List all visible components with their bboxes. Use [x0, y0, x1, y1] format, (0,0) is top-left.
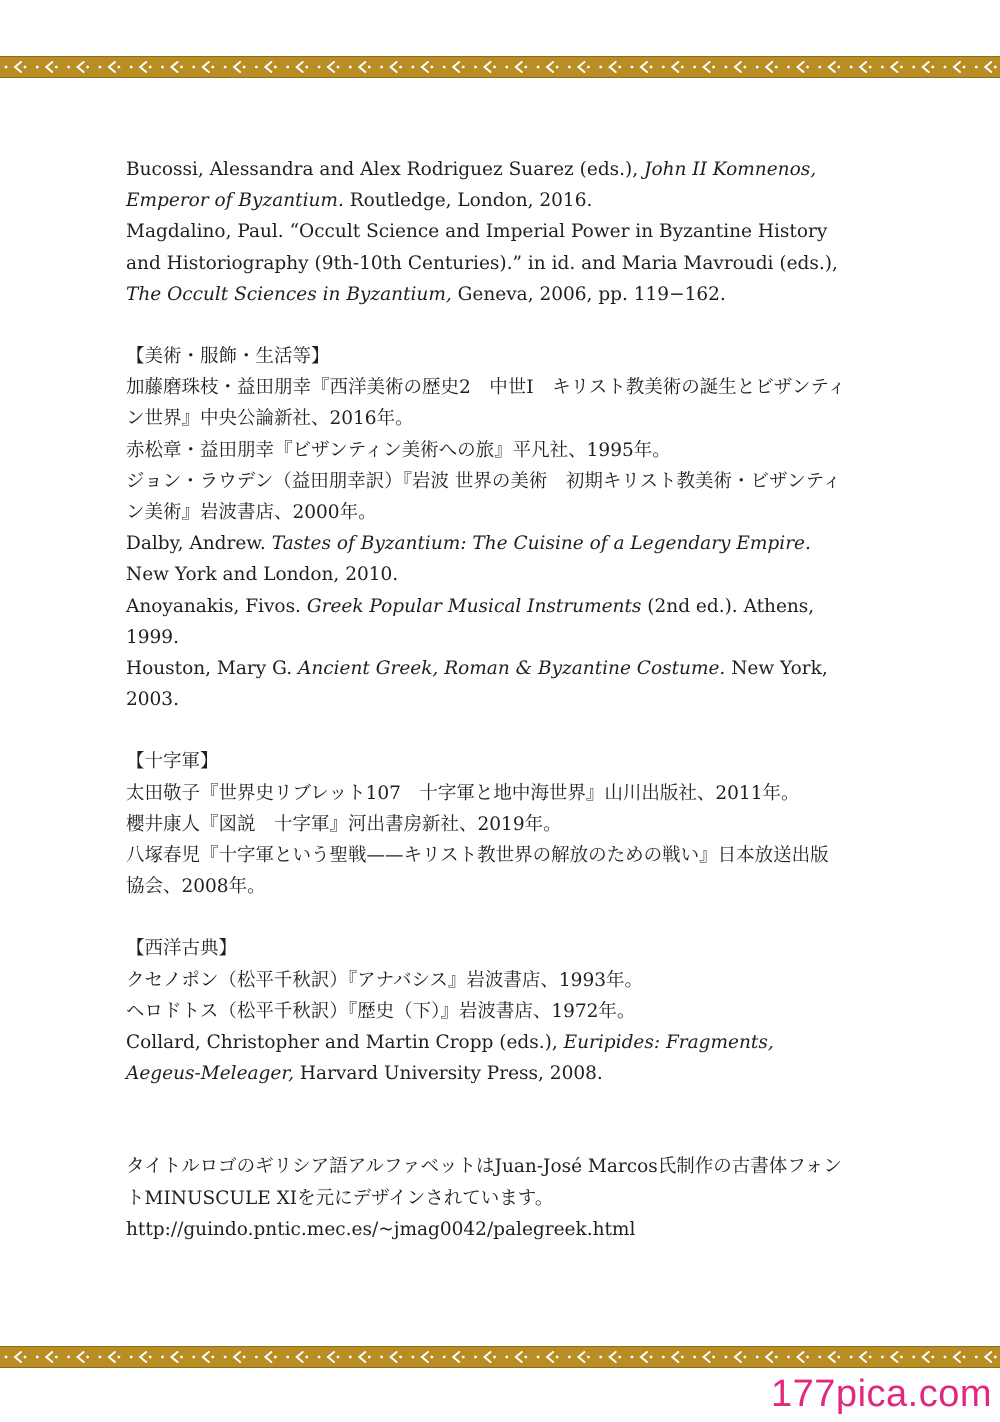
ornament-chevron: [265, 62, 271, 72]
ornament-dot: [255, 66, 258, 69]
ornament-chevron: [516, 1352, 522, 1362]
ornament-dot: [881, 1356, 884, 1359]
ornament-dot: [55, 1356, 58, 1359]
bibliography-entry: Collard, Christopher and Martin Cropp (eds.), Euripides: Fragments, Aegeus-Meleager, Harvard University Press, 2008.: [126, 1032, 774, 1085]
ornament-chevron: [328, 1352, 334, 1362]
ornament-chevron: [109, 1352, 115, 1362]
ornament-chevron: [422, 62, 428, 72]
ornament-chevron: [704, 62, 710, 72]
ornament-chevron: [829, 62, 835, 72]
ornament-dot: [86, 66, 89, 69]
ornament-dot: [399, 1356, 402, 1359]
ornament-dot: [180, 66, 183, 69]
ornament-dot: [787, 66, 790, 69]
border-ornament-pattern: [0, 57, 1000, 77]
ornament-dot: [161, 66, 164, 69]
ornament-chevron: [297, 1352, 303, 1362]
ornament-dot: [900, 66, 903, 69]
ornament-dot: [556, 1356, 559, 1359]
section-crusades: [126, 746, 846, 902]
ornament-chevron: [234, 1352, 240, 1362]
ornament-chevron: [829, 1352, 835, 1362]
bibliography: [126, 154, 846, 1245]
ornament-dot: [537, 1356, 540, 1359]
ornament-chevron: [672, 62, 678, 72]
bottom-ornamental-border: [0, 1346, 1000, 1368]
section-general: [126, 154, 846, 310]
ornament-dot: [431, 1356, 434, 1359]
ornament-dot: [881, 66, 884, 69]
ornament-dot: [712, 66, 715, 69]
ornament-chevron: [891, 1352, 897, 1362]
ornament-dot: [537, 66, 540, 69]
ornament-dot: [5, 1356, 8, 1359]
ornament-dot: [975, 66, 978, 69]
ornament-dot: [931, 66, 934, 69]
section-western-classics: [126, 933, 846, 1089]
ornament-chevron: [516, 62, 522, 72]
ornament-dot: [975, 1356, 978, 1359]
ornament-chevron: [172, 1352, 178, 1362]
section-heading: 【十字軍】: [126, 751, 219, 773]
ornament-chevron: [954, 62, 960, 72]
ornament-dot: [243, 66, 246, 69]
bibliography-entry: クセノポン（松平千秋訳）『アナバシス』岩波書店、1993年。: [126, 969, 643, 991]
ornament-dot: [305, 1356, 308, 1359]
ornament-chevron: [860, 1352, 866, 1362]
ornament-chevron: [109, 62, 115, 72]
ornament-chevron: [422, 1352, 428, 1362]
ornament-chevron: [297, 62, 303, 72]
ornament-chevron: [453, 1352, 459, 1362]
ornament-chevron: [610, 1352, 616, 1362]
ornament-dot: [224, 66, 227, 69]
ornament-chevron: [891, 62, 897, 72]
ornament-chevron: [359, 1352, 365, 1362]
ornament-dot: [587, 1356, 590, 1359]
ornament-chevron: [172, 62, 178, 72]
ornament-dot: [211, 66, 214, 69]
ornament-dot: [693, 66, 696, 69]
ornament-dot: [118, 66, 121, 69]
ornament-chevron: [923, 62, 929, 72]
ornament-dot: [869, 1356, 872, 1359]
ornament-chevron: [578, 62, 584, 72]
ornament-chevron: [547, 62, 553, 72]
ornament-dot: [318, 66, 321, 69]
bibliography-entry: Dalby, Andrew. Tastes of Byzantium: The Cuisine of a Legendary Empire. New York and London, 2010.: [126, 533, 811, 586]
ornament-chevron: [954, 1352, 960, 1362]
ornament-dot: [681, 1356, 684, 1359]
ornament-dot: [744, 1356, 747, 1359]
ornament-dot: [775, 66, 778, 69]
ornament-dot: [36, 1356, 39, 1359]
ornament-dot: [944, 66, 947, 69]
ornament-dot: [806, 66, 809, 69]
ornament-chevron: [140, 1352, 146, 1362]
ornament-chevron: [78, 62, 84, 72]
ornament-dot: [180, 1356, 183, 1359]
ornament-dot: [837, 1356, 840, 1359]
ornament-dot: [944, 1356, 947, 1359]
ornament-dot: [662, 1356, 665, 1359]
ornament-dot: [568, 1356, 571, 1359]
ornament-dot: [349, 66, 352, 69]
ornament-chevron: [798, 62, 804, 72]
ornament-dot: [994, 1356, 997, 1359]
ornament-dot: [286, 1356, 289, 1359]
ornament-dot: [912, 1356, 915, 1359]
ornament-dot: [349, 1356, 352, 1359]
ornament-chevron: [15, 62, 21, 72]
ornament-chevron: [766, 62, 772, 72]
ornament-chevron: [485, 1352, 491, 1362]
ornament-chevron: [46, 62, 52, 72]
ornament-dot: [443, 1356, 446, 1359]
ornament-chevron: [641, 1352, 647, 1362]
ornament-dot: [149, 1356, 152, 1359]
ornament-dot: [130, 1356, 133, 1359]
bibliography-entry: Bucossi, Alessandra and Alex Rodriguez Suarez (eds.), John II Komnenos, Emperor of Byzantium. Routledge, London, 2016.: [126, 159, 817, 212]
ornament-dot: [631, 66, 634, 69]
ornament-dot: [963, 1356, 966, 1359]
section-art-costume: [126, 341, 846, 715]
bibliography-entry: 櫻井康人『図説 十字軍』河出書房新社、2019年。: [126, 813, 562, 835]
ornament-dot: [86, 1356, 89, 1359]
ornament-dot: [243, 1356, 246, 1359]
ornament-dot: [380, 66, 383, 69]
ornament-dot: [368, 1356, 371, 1359]
ornament-dot: [474, 66, 477, 69]
ornament-dot: [818, 66, 821, 69]
font-credit-note: [126, 1151, 846, 1245]
ornament-dot: [274, 66, 277, 69]
ornament-dot: [67, 1356, 70, 1359]
ornament-dot: [286, 66, 289, 69]
ornament-chevron: [203, 1352, 209, 1362]
ornament-dot: [305, 66, 308, 69]
ornament-dot: [505, 1356, 508, 1359]
ornament-dot: [412, 66, 415, 69]
ornament-dot: [850, 1356, 853, 1359]
ornament-dot: [130, 66, 133, 69]
section-heading: 【美術・服飾・生活等】: [126, 346, 330, 368]
ornament-chevron: [860, 62, 866, 72]
ornament-chevron: [453, 62, 459, 72]
ornament-dot: [274, 1356, 277, 1359]
bibliography-entry: Anoyanakis, Fivos. Greek Popular Musical Instruments (2nd ed.). Athens, 1999.: [126, 595, 815, 648]
ornament-dot: [368, 66, 371, 69]
ornament-chevron: [985, 62, 991, 72]
ornament-dot: [618, 66, 621, 69]
ornament-dot: [118, 1356, 121, 1359]
ornament-dot: [5, 66, 8, 69]
ornament-chevron: [140, 62, 146, 72]
ornament-dot: [725, 66, 728, 69]
ornament-chevron: [46, 1352, 52, 1362]
ornament-dot: [399, 66, 402, 69]
bibliography-entry: 加藤磨珠枝・益田朋幸『西洋美術の歴史2 中世Ⅰ キリスト教美術の誕生とビザンティン世界』中央公論新社、2016年。: [126, 377, 846, 430]
ornament-dot: [850, 66, 853, 69]
ornament-chevron: [610, 62, 616, 72]
ornament-dot: [869, 66, 872, 69]
ornament-chevron: [391, 1352, 397, 1362]
ornament-dot: [806, 1356, 809, 1359]
ornament-dot: [599, 1356, 602, 1359]
ornament-dot: [787, 1356, 790, 1359]
ornament-dot: [650, 1356, 653, 1359]
ornament-dot: [650, 66, 653, 69]
ornament-chevron: [766, 1352, 772, 1362]
ornament-dot: [412, 1356, 415, 1359]
ornament-dot: [681, 66, 684, 69]
ornament-chevron: [735, 62, 741, 72]
ornament-chevron: [735, 1352, 741, 1362]
ornament-dot: [192, 66, 195, 69]
ornament-dot: [99, 1356, 102, 1359]
ornament-dot: [462, 1356, 465, 1359]
ornament-dot: [524, 66, 527, 69]
ornament-chevron: [985, 1352, 991, 1362]
top-ornamental-border: [0, 56, 1000, 78]
ornament-chevron: [391, 62, 397, 72]
bibliography-entry: Houston, Mary G. Ancient Greek, Roman & Byzantine Costume. New York, 2003.: [126, 658, 828, 711]
ornament-dot: [725, 1356, 728, 1359]
ornament-dot: [744, 66, 747, 69]
ornament-dot: [337, 1356, 340, 1359]
ornament-dot: [756, 66, 759, 69]
ornament-dot: [380, 1356, 383, 1359]
bibliography-entry: ジョン・ラウデン（益田朋幸訳）『岩波 世界の美術 初期キリスト教美術・ビザンティン美術』岩波書店、2000年。: [126, 470, 842, 524]
ornament-chevron: [15, 1352, 21, 1362]
ornament-chevron: [704, 1352, 710, 1362]
ornament-chevron: [798, 1352, 804, 1362]
ornament-dot: [55, 66, 58, 69]
bibliography-entry: 赤松章・益田朋幸『ビザンティン美術への旅』平凡社、1995年。: [126, 439, 671, 461]
ornament-dot: [211, 1356, 214, 1359]
ornament-dot: [712, 1356, 715, 1359]
ornament-dot: [963, 66, 966, 69]
border-ornament-pattern: [0, 1347, 1000, 1367]
section-heading: 【西洋古典】: [126, 938, 238, 960]
ornament-chevron: [578, 1352, 584, 1362]
ornament-dot: [818, 1356, 821, 1359]
ornament-dot: [99, 66, 102, 69]
ornament-dot: [493, 1356, 496, 1359]
ornament-dot: [474, 1356, 477, 1359]
font-credit-text: タイトルロゴのギリシア語アルファベットはJuan-José Marcos氏制作の古書体フォントMINUSCULE XIを元にデザインされています。: [126, 1156, 842, 1209]
ornament-dot: [775, 1356, 778, 1359]
ornament-chevron: [672, 1352, 678, 1362]
ornament-dot: [568, 66, 571, 69]
ornament-dot: [837, 66, 840, 69]
ornament-dot: [149, 66, 152, 69]
ornament-chevron: [485, 62, 491, 72]
ornament-dot: [493, 66, 496, 69]
ornament-dot: [931, 1356, 934, 1359]
ornament-dot: [756, 1356, 759, 1359]
ornament-dot: [618, 1356, 621, 1359]
ornament-dot: [524, 1356, 527, 1359]
ornament-dot: [631, 1356, 634, 1359]
ornament-dot: [224, 1356, 227, 1359]
ornament-dot: [556, 66, 559, 69]
ornament-dot: [24, 66, 27, 69]
ornament-dot: [67, 66, 70, 69]
ornament-dot: [24, 1356, 27, 1359]
ornament-chevron: [234, 62, 240, 72]
ornament-chevron: [923, 1352, 929, 1362]
ornament-dot: [443, 66, 446, 69]
bibliography-entry: Magdalino, Paul. “Occult Science and Imperial Power in Byzantine History and Historiography (9th-10th Centuries).” in id. and Maria Mavroudi (eds.), The Occult Sciences in Byzantium, Geneva, 2006, pp. 119−162.: [126, 221, 838, 305]
ornament-dot: [337, 66, 340, 69]
ornament-dot: [505, 66, 508, 69]
ornament-dot: [994, 66, 997, 69]
bibliography-entry: ヘロドトス（松平千秋訳）『歴史（下）』岩波書店、1972年。: [126, 1000, 636, 1022]
ornament-chevron: [265, 1352, 271, 1362]
ornament-chevron: [359, 62, 365, 72]
font-credit-url: http://guindo.pntic.mec.es/~jmag0042/palegreek.html: [126, 1218, 636, 1240]
ornament-dot: [318, 1356, 321, 1359]
ornament-chevron: [641, 62, 647, 72]
ornament-dot: [431, 66, 434, 69]
ornament-dot: [462, 66, 465, 69]
ornament-dot: [161, 1356, 164, 1359]
ornament-chevron: [203, 62, 209, 72]
ornament-dot: [693, 1356, 696, 1359]
ornament-dot: [599, 66, 602, 69]
bibliography-entry: 八塚春児『十字軍という聖戦——キリスト教世界の解放のための戦い』日本放送出版協会、2008年。: [126, 845, 829, 898]
bibliography-entry: 太田敬子『世界史リブレット107 十字軍と地中海世界』山川出版社、2011年。: [126, 782, 800, 804]
ornament-chevron: [328, 62, 334, 72]
ornament-dot: [192, 1356, 195, 1359]
ornament-dot: [255, 1356, 258, 1359]
ornament-chevron: [547, 1352, 553, 1362]
ornament-dot: [900, 1356, 903, 1359]
ornament-chevron: [78, 1352, 84, 1362]
ornament-dot: [912, 66, 915, 69]
ornament-dot: [587, 66, 590, 69]
watermark-text: 177pica.com: [771, 1373, 992, 1415]
ornament-dot: [662, 66, 665, 69]
ornament-dot: [36, 66, 39, 69]
